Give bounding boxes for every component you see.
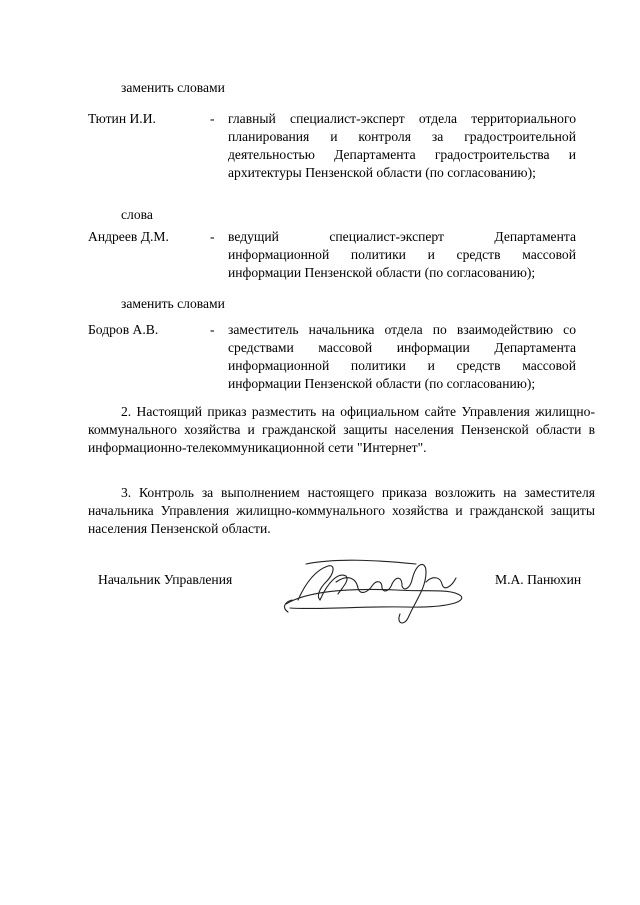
entry-dash: -: [210, 229, 215, 244]
replace-words-label-2: заменить словами: [121, 296, 225, 311]
entry-description: главный специалист-эксперт отдела территориального планирования и контроля за градостроительной деятельностью Департамента градостроительства и архитектуры Пензенской области (по согласованию);: [228, 111, 576, 180]
paragraph-2: [88, 403, 595, 457]
handwritten-signature: [276, 552, 476, 628]
replace-words-label-1: заменить словами: [121, 80, 225, 95]
entry-dash: -: [210, 322, 215, 337]
paragraph-3-text: 3. Контроль за выполнением настоящего приказа возложить на заместителя начальника Управления жилищно-коммунального хозяйства и гражданской защиты населения Пензенской области.: [88, 485, 595, 536]
entry-name: Тютин И.И.: [88, 111, 156, 126]
paragraph-2-text: 2. Настоящий приказ разместить на официальном сайте Управления жилищно-коммунального хозяйства и гражданской защиты населения Пензенской области в информационно-телекоммуникационной сети "Интернет".: [88, 404, 595, 455]
words-label: слова: [121, 207, 153, 222]
paragraph-3: [88, 484, 595, 538]
entry-description: ведущий специалист-эксперт Департамента информационной политики и средств массовой информации Пензенской области (по согласованию);: [228, 229, 576, 280]
entry-name: Андреев Д.М.: [88, 229, 169, 244]
entry-name: Бодров А.В.: [88, 322, 159, 337]
entry-description: заместитель начальника отдела по взаимодействию со средствами массовой информации Департамента информационной политики и средств массовой информации Пензенской области (по согласованию);: [228, 322, 576, 391]
entry-dash: -: [210, 111, 215, 126]
signatory-name: М.А. Панюхин: [495, 572, 582, 587]
signature-position: Начальник Управления: [98, 572, 233, 587]
